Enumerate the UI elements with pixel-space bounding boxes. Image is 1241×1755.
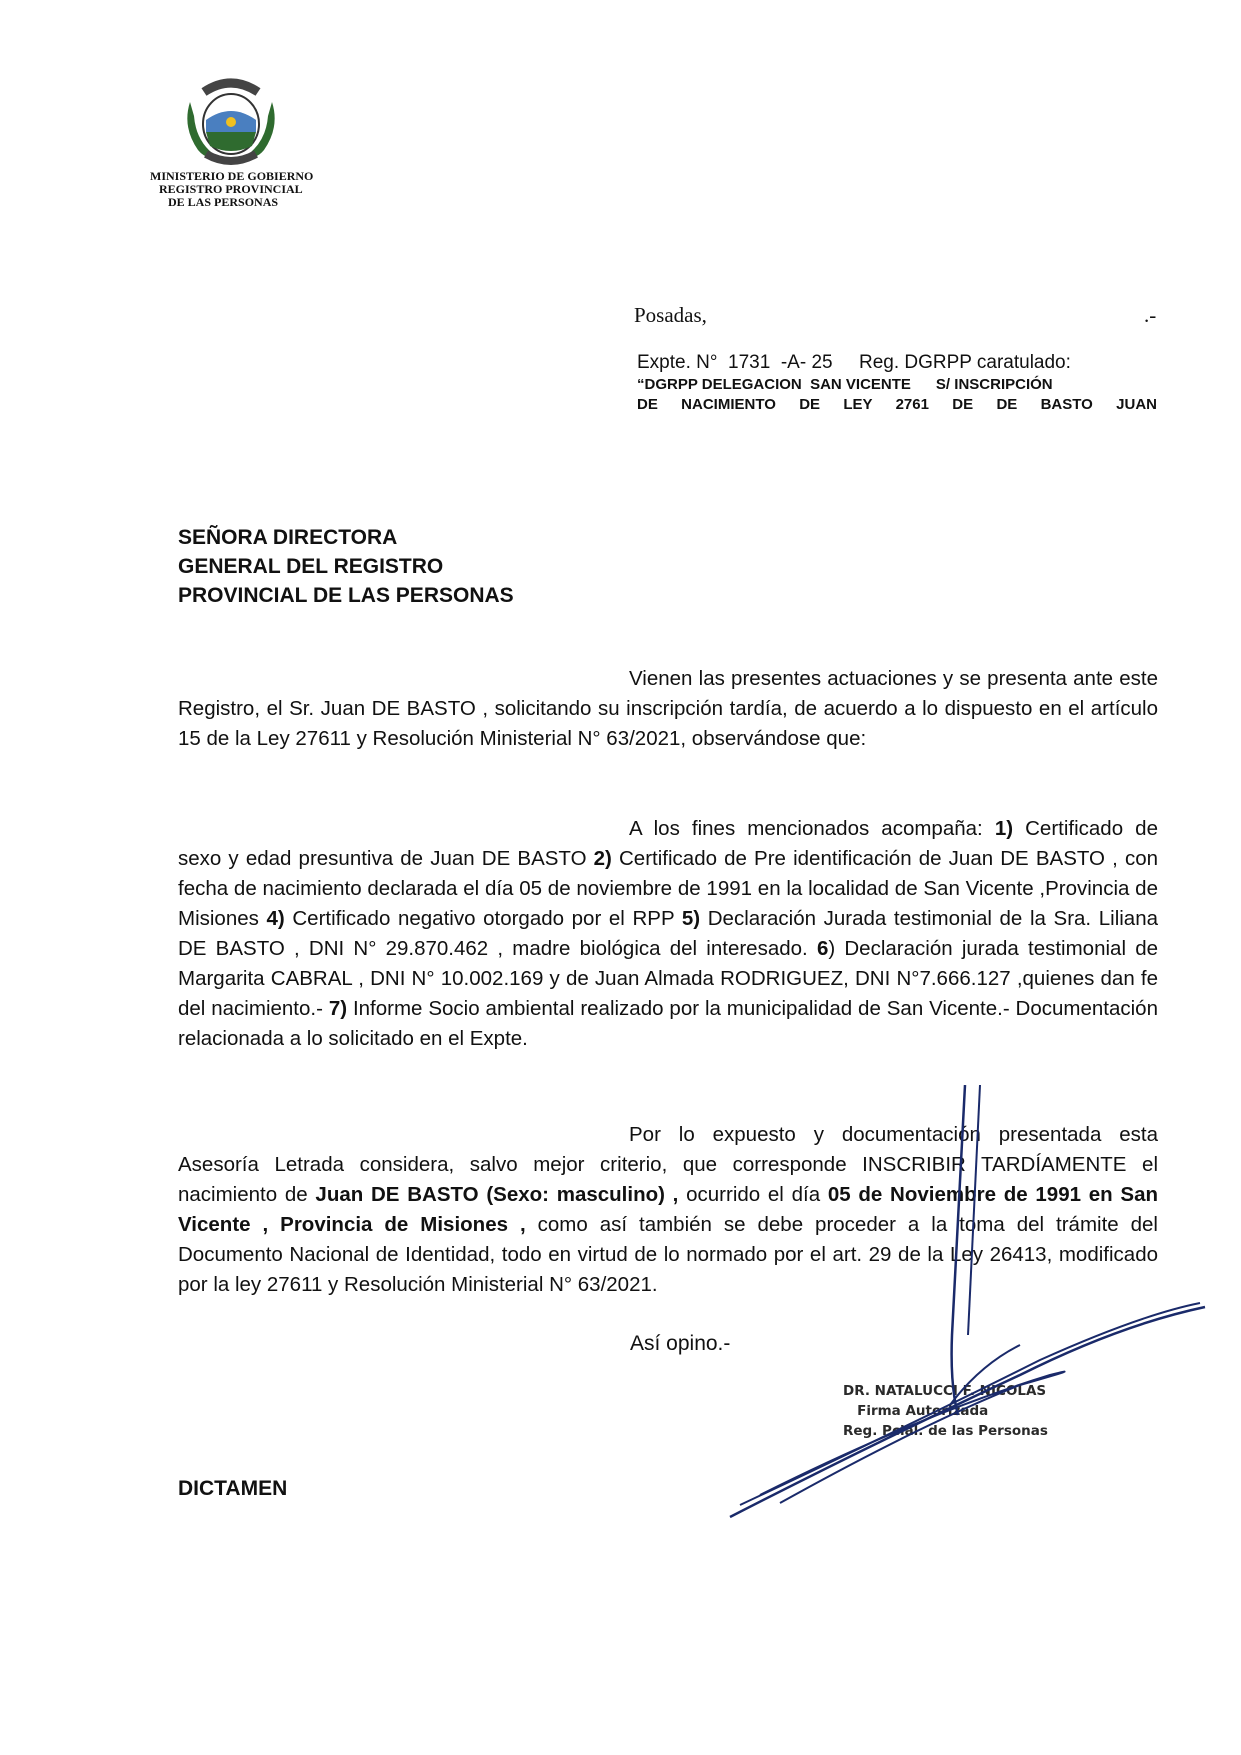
paragraph-conclusion: Por lo expuesto y documentación presentada esta Asesoría Letrada considera, salvo mejor criterio, que corresponde INSCRIBIR TARDÍAMENTE el nacimiento de Juan DE BASTO (Sexo: masculino) , ocurrido el día 05 de Noviembre de 1991 en San Vicente , Provincia de Misiones , como así también se debe proceder a la toma del trámite del Documento Nacional de Identidad, todo en virtud de lo normado por el art. 29 de la Ley 26413, modificado por la ley 27611 y Resolución Ministerial N° 63/2021. <box>178 1123 1158 1296</box>
paragraph-text: Vienen las presentes actuaciones y se presenta ante este Registro, el Sr. Juan DE BASTO , solicitando su inscripción tardía, de acuerdo a lo dispuesto en el artículo 15 de la Ley 27611 y Resolución Ministerial N° 63/2021, observándose que: <box>178 667 1158 750</box>
addressee-line: PROVINCIAL DE LAS PERSONAS <box>178 584 514 607</box>
closing-text: Así opino.- <box>630 1332 731 1355</box>
dictamen-label: DICTAMEN <box>178 1477 288 1500</box>
persons-line: DE LAS PERSONAS <box>150 195 279 209</box>
addressee-line: SEÑORA DIRECTORA <box>178 526 398 549</box>
ministry-line: MINISTERIO DE GOBIERNO <box>150 169 314 183</box>
expediente-caption-line1: “DGRPP DELEGACION SAN VICENTE S/ INSCRIPCIÓN <box>637 376 1053 393</box>
expediente-number: Expte. N° 1731 -A- 25 Reg. DGRPP caratulado: <box>637 352 1071 373</box>
addressee-block <box>178 523 514 610</box>
ministry-heading <box>150 170 313 209</box>
provincial-seal-logo <box>176 72 286 172</box>
place-date: Posadas, <box>634 303 707 327</box>
stamp-name: DR. NATALUCCI F. NICOLAS <box>843 1383 1047 1399</box>
registry-line: REGISTRO PROVINCIAL <box>150 182 303 196</box>
addressee-line: GENERAL DEL REGISTRO <box>178 555 444 578</box>
expediente-caption-line2: DE NACIMIENTO DE LEY 2761 DE DE BASTO JUAN <box>637 396 1157 413</box>
paragraph-presentation <box>178 664 1158 754</box>
stamp-role: Firma Autorizada <box>843 1403 989 1419</box>
place-date-suffix: .- <box>1144 303 1157 327</box>
handwritten-signature <box>720 1085 1220 1535</box>
stamp-office: Reg. Pcial. de las Personas <box>843 1423 1048 1439</box>
paragraph-documents: A los fines mencionados acompaña: 1) Certificado de sexo y edad presuntiva de Juan DE BASTO 2) Certificado de Pre identificación de Juan DE BASTO , con fecha de nacimiento declarada el día 05 de noviembre de 1991 en la localidad de San Vicente ,Provincia de Misiones 4) Certificado negativo otorgado por el RPP 5) Declaración Jurada testimonial de la Sra. Liliana DE BASTO , DNI N° 29.870.462 , madre biológica del interesado. 6) Declaración jurada testimonial de Margarita CABRAL , DNI N° 10.002.169 y de Juan Almada RODRIGUEZ, DNI N°7.666.127 ,quienes dan fe del nacimiento.- 7) Informe Socio ambiental realizado por la municipalidad de San Vicente.- Documentación relacionada a lo solicitado en el Expte. <box>178 817 1159 1050</box>
